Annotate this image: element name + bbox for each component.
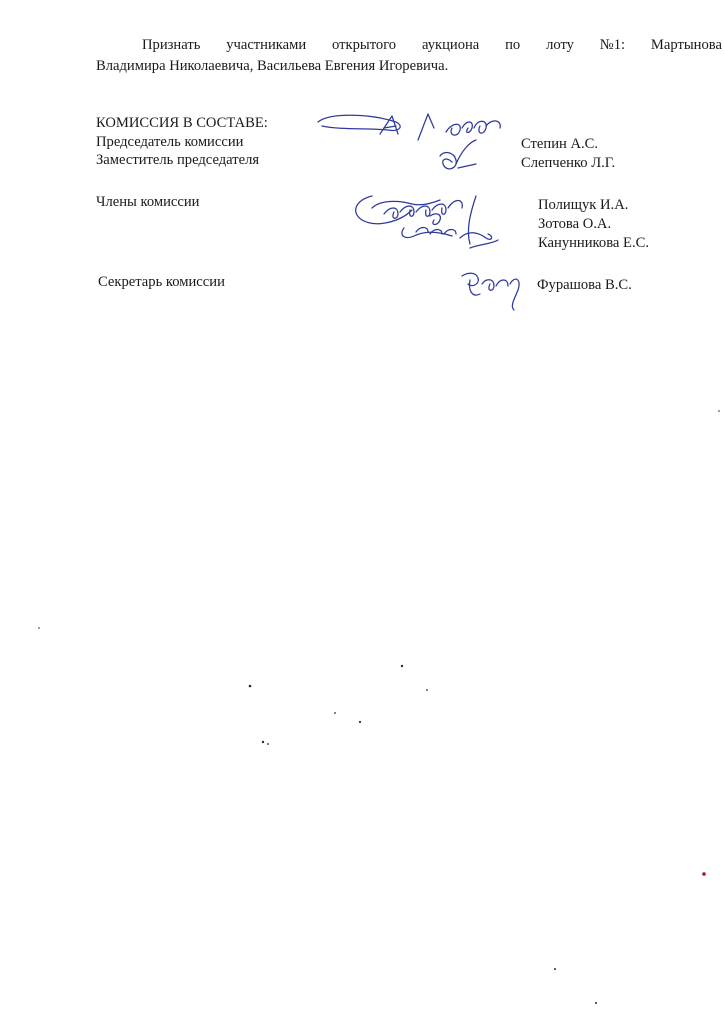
deputy-role: Заместитель председателя: [96, 152, 260, 168]
resolution-word: №1:: [599, 37, 626, 53]
resolution-word: аукциона: [421, 37, 480, 53]
secretary-name: Фурашова В.С.: [537, 277, 632, 293]
members-role: Члены комиссии: [96, 194, 200, 210]
members-signature: [356, 196, 498, 248]
resolution-word: лоту: [546, 37, 574, 53]
secretary-signature: [462, 273, 519, 310]
deputy-name: Слепченко Л.Г.: [521, 155, 616, 171]
resolution-word: по: [505, 37, 521, 53]
resolution-word: Мартынова: [650, 37, 722, 53]
member-name: Канунникова Е.С.: [538, 235, 649, 251]
resolution-word: участниками: [226, 37, 307, 53]
resolution-line-2: Владимира Николаевича, Васильева Евгения Игоревича.: [96, 58, 449, 74]
chairman-signature: [318, 114, 500, 140]
member-name: Зотова О.А.: [538, 216, 612, 232]
chairman-role: Председатель комиссии: [96, 134, 244, 150]
secretary-role: Секретарь комиссии: [98, 274, 225, 290]
chairman-name: Степин А.С.: [521, 136, 599, 152]
commission-heading: КОМИССИЯ В СОСТАВЕ:: [96, 115, 268, 131]
resolution-word: открытого: [332, 37, 397, 53]
member-name: Полищук И.А.: [538, 197, 629, 213]
deputy-signature: [440, 140, 476, 169]
resolution-intro-word: Признать: [142, 37, 201, 53]
resolution-line-1: [96, 37, 722, 54]
